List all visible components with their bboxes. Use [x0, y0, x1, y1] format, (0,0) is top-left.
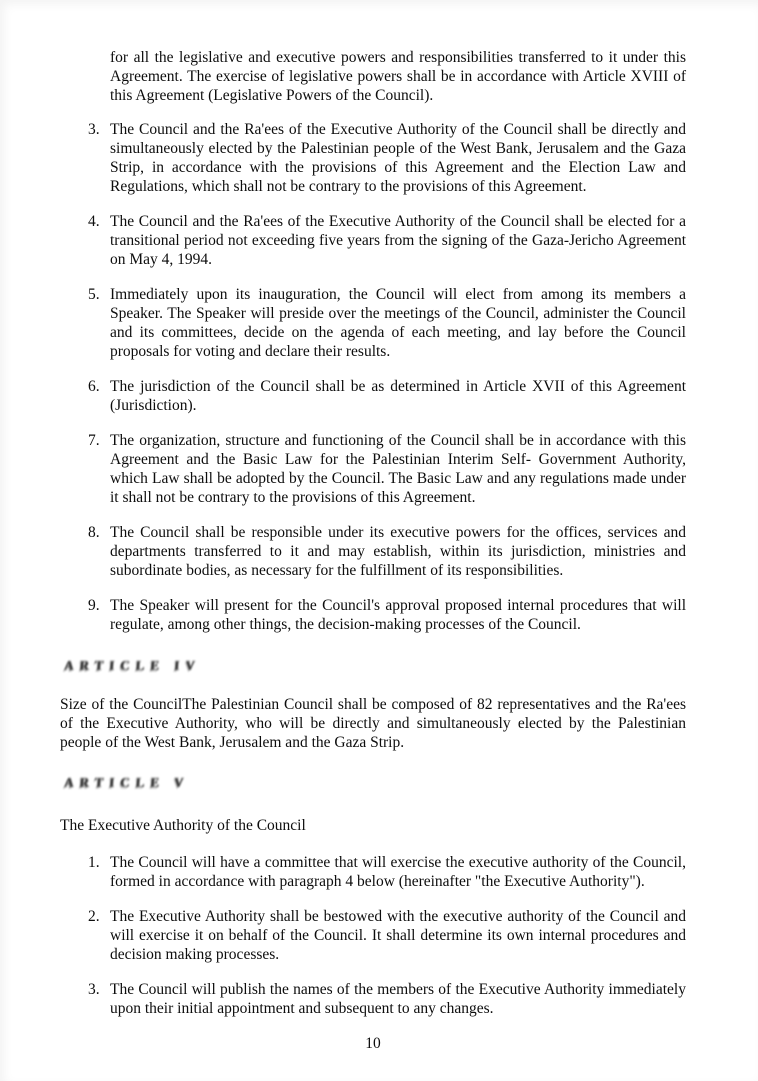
item-number: 3. — [88, 981, 100, 998]
list-item — [88, 377, 686, 415]
item-number: 2. — [88, 908, 100, 925]
item-text: Immediately upon its inauguration, the Council will elect from among its members a Speaker. The Speaker will preside over the meetings of the Council, administer the Council and its committees, decide on the agenda of each meeting, and lay before the Council proposals for voting and declare their results. — [110, 286, 686, 360]
article-iv-paragraph: Size of the CouncilThe Palestinian Council shall be composed of 82 representatives and the Ra'ees of the Executive Authority, who will be directly and simultaneously elected by the Palestinian people of the West Bank, Jerusalem and the Gaza Strip. — [60, 696, 686, 751]
item-text: The Council will have a committee that will exercise the executive authority of the Council, formed in accordance with paragraph 4 below (hereinafter "the Executive Authority"). — [110, 854, 686, 890]
list-item — [88, 523, 686, 580]
article-v-heading-degraded: ARTICLE V — [63, 774, 190, 791]
item-text: The jurisdiction of the Council shall be as determined in Article XVII of this Agreement (Jurisdiction). — [110, 378, 686, 414]
list-item — [88, 120, 686, 196]
item-number: 5. — [88, 286, 100, 303]
item-text: The Council will publish the names of the members of the Executive Authority immediately upon their initial appointment and subsequent to any changes. — [110, 981, 686, 1017]
item-text: The Executive Authority shall be bestowed with the executive authority of the Council and will exercise it on behalf of the Council. It shall determine its own internal procedures and decision making processes. — [110, 908, 686, 963]
article-iv-heading-degraded: ARTICLE IV — [63, 657, 202, 674]
item-number: 3. — [88, 121, 100, 138]
list-item — [88, 431, 686, 507]
list-item — [88, 596, 686, 634]
page-number: 10 — [365, 1035, 381, 1052]
item-number: 9. — [88, 597, 100, 614]
item-number: 7. — [88, 432, 100, 449]
list-item — [88, 907, 686, 964]
item-text: The Speaker will present for the Council's approval proposed internal procedures that will regulate, among other things, the decision-making processes of the Council. — [110, 597, 686, 633]
item-text: The Council and the Ra'ees of the Executive Authority of the Council shall be directly and simultaneously elected by the Palestinian people of the West Bank, Jerusalem and the Gaza Strip, in accordance with the provisions of this Agreement and the Election Law and Regulations, which shall not be contrary to the provisions of this Agreement. — [110, 121, 686, 195]
item-number: 6. — [88, 378, 100, 395]
list-item — [88, 980, 686, 1018]
article-v-numbered-list — [88, 853, 686, 1034]
item-number: 8. — [88, 524, 100, 541]
list-item — [88, 853, 686, 891]
item-text: The organization, structure and functioning of the Council shall be in accordance with this Agreement and the Basic Law for the Palestinian Interim Self- Government Authority, which Law shall be adopted by the Council. The Basic Law and any regulations made under it shall not be contrary to the provisions of this Agreement. — [110, 432, 686, 506]
intro-continuation-paragraph: for all the legislative and executive powers and responsibilities transferred to it under this Agreement. The exercise of legislative powers shall be in accordance with Article XVIII of this Agreement (Legislative Powers of the Council). — [110, 49, 686, 104]
item-text: The Council and the Ra'ees of the Executive Authority of the Council shall be elected for a transitional period not exceeding five years from the signing of the Gaza-Jericho Agreement on May 4, 1994. — [110, 213, 686, 268]
article-v-subheading: The Executive Authority of the Council — [60, 817, 306, 834]
item-number: 4. — [88, 213, 100, 230]
item-number: 1. — [88, 854, 100, 871]
article-iii-numbered-list — [88, 120, 686, 650]
list-item — [88, 285, 686, 361]
list-item — [88, 212, 686, 269]
item-text: The Council shall be responsible under its executive powers for the offices, services and departments transferred to it and may establish, within its jurisdiction, ministries and subordinate bodies, as necessary for the fulfillment of its responsibilities. — [110, 524, 686, 579]
